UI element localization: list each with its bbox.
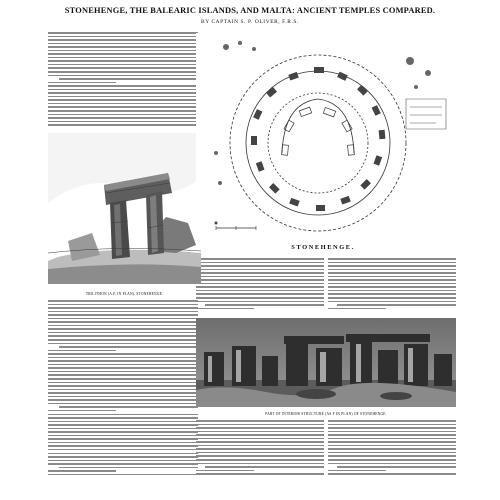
text-line bbox=[48, 385, 198, 387]
body-text-column-bottom-right bbox=[328, 420, 456, 478]
text-line bbox=[48, 328, 198, 330]
text-line bbox=[328, 473, 456, 475]
text-line bbox=[328, 463, 456, 465]
text-line bbox=[48, 374, 198, 376]
text-line bbox=[48, 82, 116, 84]
text-line bbox=[48, 435, 198, 437]
trilithon-caption: TRILITHON (A.F. IN PLAN), STONEHENGE. bbox=[85, 292, 164, 296]
text-line bbox=[59, 346, 199, 348]
text-line bbox=[48, 85, 198, 87]
text-line bbox=[48, 46, 198, 48]
text-line bbox=[196, 459, 324, 461]
text-line bbox=[48, 321, 198, 323]
text-line bbox=[196, 308, 254, 310]
text-line bbox=[328, 290, 456, 292]
text-line bbox=[48, 36, 198, 38]
text-line bbox=[48, 371, 198, 373]
text-line bbox=[205, 466, 324, 468]
text-line bbox=[328, 470, 386, 472]
text-line bbox=[48, 96, 198, 98]
text-line bbox=[196, 434, 324, 436]
text-line bbox=[328, 297, 456, 299]
text-line bbox=[48, 71, 198, 73]
text-line bbox=[48, 389, 198, 391]
text-line bbox=[328, 272, 456, 274]
text-line bbox=[196, 427, 324, 429]
stonehenge-plan-icon bbox=[196, 33, 456, 238]
text-line bbox=[328, 441, 456, 443]
text-line bbox=[48, 357, 198, 359]
text-line bbox=[48, 421, 198, 423]
text-line bbox=[328, 445, 456, 447]
text-line bbox=[48, 396, 198, 398]
text-line bbox=[328, 269, 456, 271]
text-line bbox=[59, 406, 199, 408]
text-line bbox=[328, 301, 456, 303]
text-line bbox=[196, 286, 324, 288]
text-line bbox=[328, 434, 456, 436]
text-line bbox=[48, 110, 198, 112]
body-text-column-bottom-middle bbox=[196, 420, 324, 478]
text-line bbox=[48, 367, 198, 369]
text-line bbox=[48, 64, 198, 66]
text-line bbox=[205, 304, 324, 306]
text-line bbox=[48, 103, 198, 105]
text-line bbox=[48, 453, 198, 455]
text-line bbox=[48, 449, 198, 451]
text-line bbox=[48, 332, 198, 334]
text-line bbox=[328, 427, 456, 429]
body-text-column-right bbox=[328, 258, 456, 312]
text-line bbox=[48, 307, 198, 309]
text-line bbox=[48, 431, 198, 433]
text-line bbox=[48, 43, 198, 45]
text-line bbox=[48, 382, 198, 384]
text-line bbox=[196, 269, 324, 271]
body-text-column-middle bbox=[196, 258, 324, 312]
text-line bbox=[48, 392, 198, 394]
text-line bbox=[48, 318, 198, 320]
text-line bbox=[48, 53, 198, 55]
text-line bbox=[328, 276, 456, 278]
text-line bbox=[48, 445, 198, 447]
text-line bbox=[48, 438, 198, 440]
text-line bbox=[48, 414, 198, 416]
text-line bbox=[196, 283, 324, 285]
text-line bbox=[196, 265, 324, 267]
text-line bbox=[48, 424, 198, 426]
text-line bbox=[196, 441, 324, 443]
text-line bbox=[196, 452, 324, 454]
text-line bbox=[328, 265, 456, 267]
article-byline: BY CAPTAIN S. P. OLIVER, F.R.S. bbox=[201, 19, 299, 25]
text-line bbox=[196, 297, 324, 299]
text-line bbox=[196, 438, 324, 440]
photo-caption: PART OF INTERIOR STRUCTURE (AS F IN PLAN) OF STONEHENGE. bbox=[265, 412, 387, 416]
text-line bbox=[196, 290, 324, 292]
text-line bbox=[328, 448, 456, 450]
text-line bbox=[196, 470, 254, 472]
text-line bbox=[196, 424, 324, 426]
text-line bbox=[196, 455, 324, 457]
text-line bbox=[337, 466, 456, 468]
text-line bbox=[48, 39, 198, 41]
text-line bbox=[196, 463, 324, 465]
text-line bbox=[48, 442, 198, 444]
text-line bbox=[48, 300, 198, 302]
text-line bbox=[196, 293, 324, 295]
text-line bbox=[48, 304, 198, 306]
text-line bbox=[48, 456, 198, 458]
text-line bbox=[48, 378, 198, 380]
text-line bbox=[196, 262, 324, 264]
text-line bbox=[48, 470, 116, 472]
text-line bbox=[48, 410, 116, 412]
text-line bbox=[59, 78, 199, 80]
text-line bbox=[48, 428, 198, 430]
text-line bbox=[328, 262, 456, 264]
text-line bbox=[48, 399, 198, 401]
text-line bbox=[328, 438, 456, 440]
text-line bbox=[48, 364, 198, 366]
megalith-photo-icon bbox=[196, 318, 456, 407]
text-line bbox=[196, 431, 324, 433]
text-line bbox=[196, 301, 324, 303]
text-line bbox=[328, 459, 456, 461]
text-line bbox=[328, 308, 386, 310]
text-line bbox=[48, 350, 116, 352]
text-line bbox=[48, 32, 198, 34]
text-line bbox=[48, 114, 198, 116]
text-line bbox=[48, 325, 198, 327]
text-line bbox=[337, 304, 456, 306]
body-text-column-left-top bbox=[48, 32, 198, 128]
text-line bbox=[48, 335, 198, 337]
text-line bbox=[48, 106, 198, 108]
text-line bbox=[328, 431, 456, 433]
text-line bbox=[328, 455, 456, 457]
text-line bbox=[196, 272, 324, 274]
text-line bbox=[328, 279, 456, 281]
trilithon-drawing-icon bbox=[48, 133, 201, 284]
text-line bbox=[48, 89, 198, 91]
text-line bbox=[328, 286, 456, 288]
text-line bbox=[48, 353, 198, 355]
text-line bbox=[196, 473, 324, 475]
text-line bbox=[328, 258, 456, 260]
text-line bbox=[196, 448, 324, 450]
text-line bbox=[48, 311, 198, 313]
text-line bbox=[48, 339, 198, 341]
text-line bbox=[196, 276, 324, 278]
text-line bbox=[328, 452, 456, 454]
text-line bbox=[196, 420, 324, 422]
text-line bbox=[48, 117, 198, 119]
text-line bbox=[48, 314, 198, 316]
text-line bbox=[328, 420, 456, 422]
text-line bbox=[48, 417, 198, 419]
text-line bbox=[48, 460, 198, 462]
text-line bbox=[328, 424, 456, 426]
text-line bbox=[48, 67, 198, 69]
text-line bbox=[196, 258, 324, 260]
text-line bbox=[48, 75, 198, 77]
plan-label: STONEHENGE. bbox=[291, 244, 355, 251]
text-line bbox=[48, 343, 198, 345]
text-line bbox=[59, 467, 199, 469]
text-line bbox=[196, 279, 324, 281]
text-line bbox=[196, 445, 324, 447]
body-text-column-left-bottom bbox=[48, 300, 198, 478]
text-line bbox=[48, 474, 198, 476]
text-line bbox=[48, 463, 198, 465]
text-line bbox=[48, 92, 198, 94]
text-line bbox=[48, 99, 198, 101]
text-line bbox=[48, 50, 198, 52]
article-title: STONEHENGE, THE BALEARIC ISLANDS, AND MALTA: ANCIENT TEMPLES COMPARED. bbox=[64, 6, 436, 15]
text-line bbox=[48, 57, 198, 59]
text-line bbox=[48, 124, 198, 126]
text-line bbox=[48, 121, 198, 123]
text-line bbox=[328, 283, 456, 285]
text-line bbox=[48, 403, 198, 405]
text-line bbox=[48, 360, 198, 362]
text-line bbox=[48, 60, 198, 62]
text-line bbox=[328, 293, 456, 295]
